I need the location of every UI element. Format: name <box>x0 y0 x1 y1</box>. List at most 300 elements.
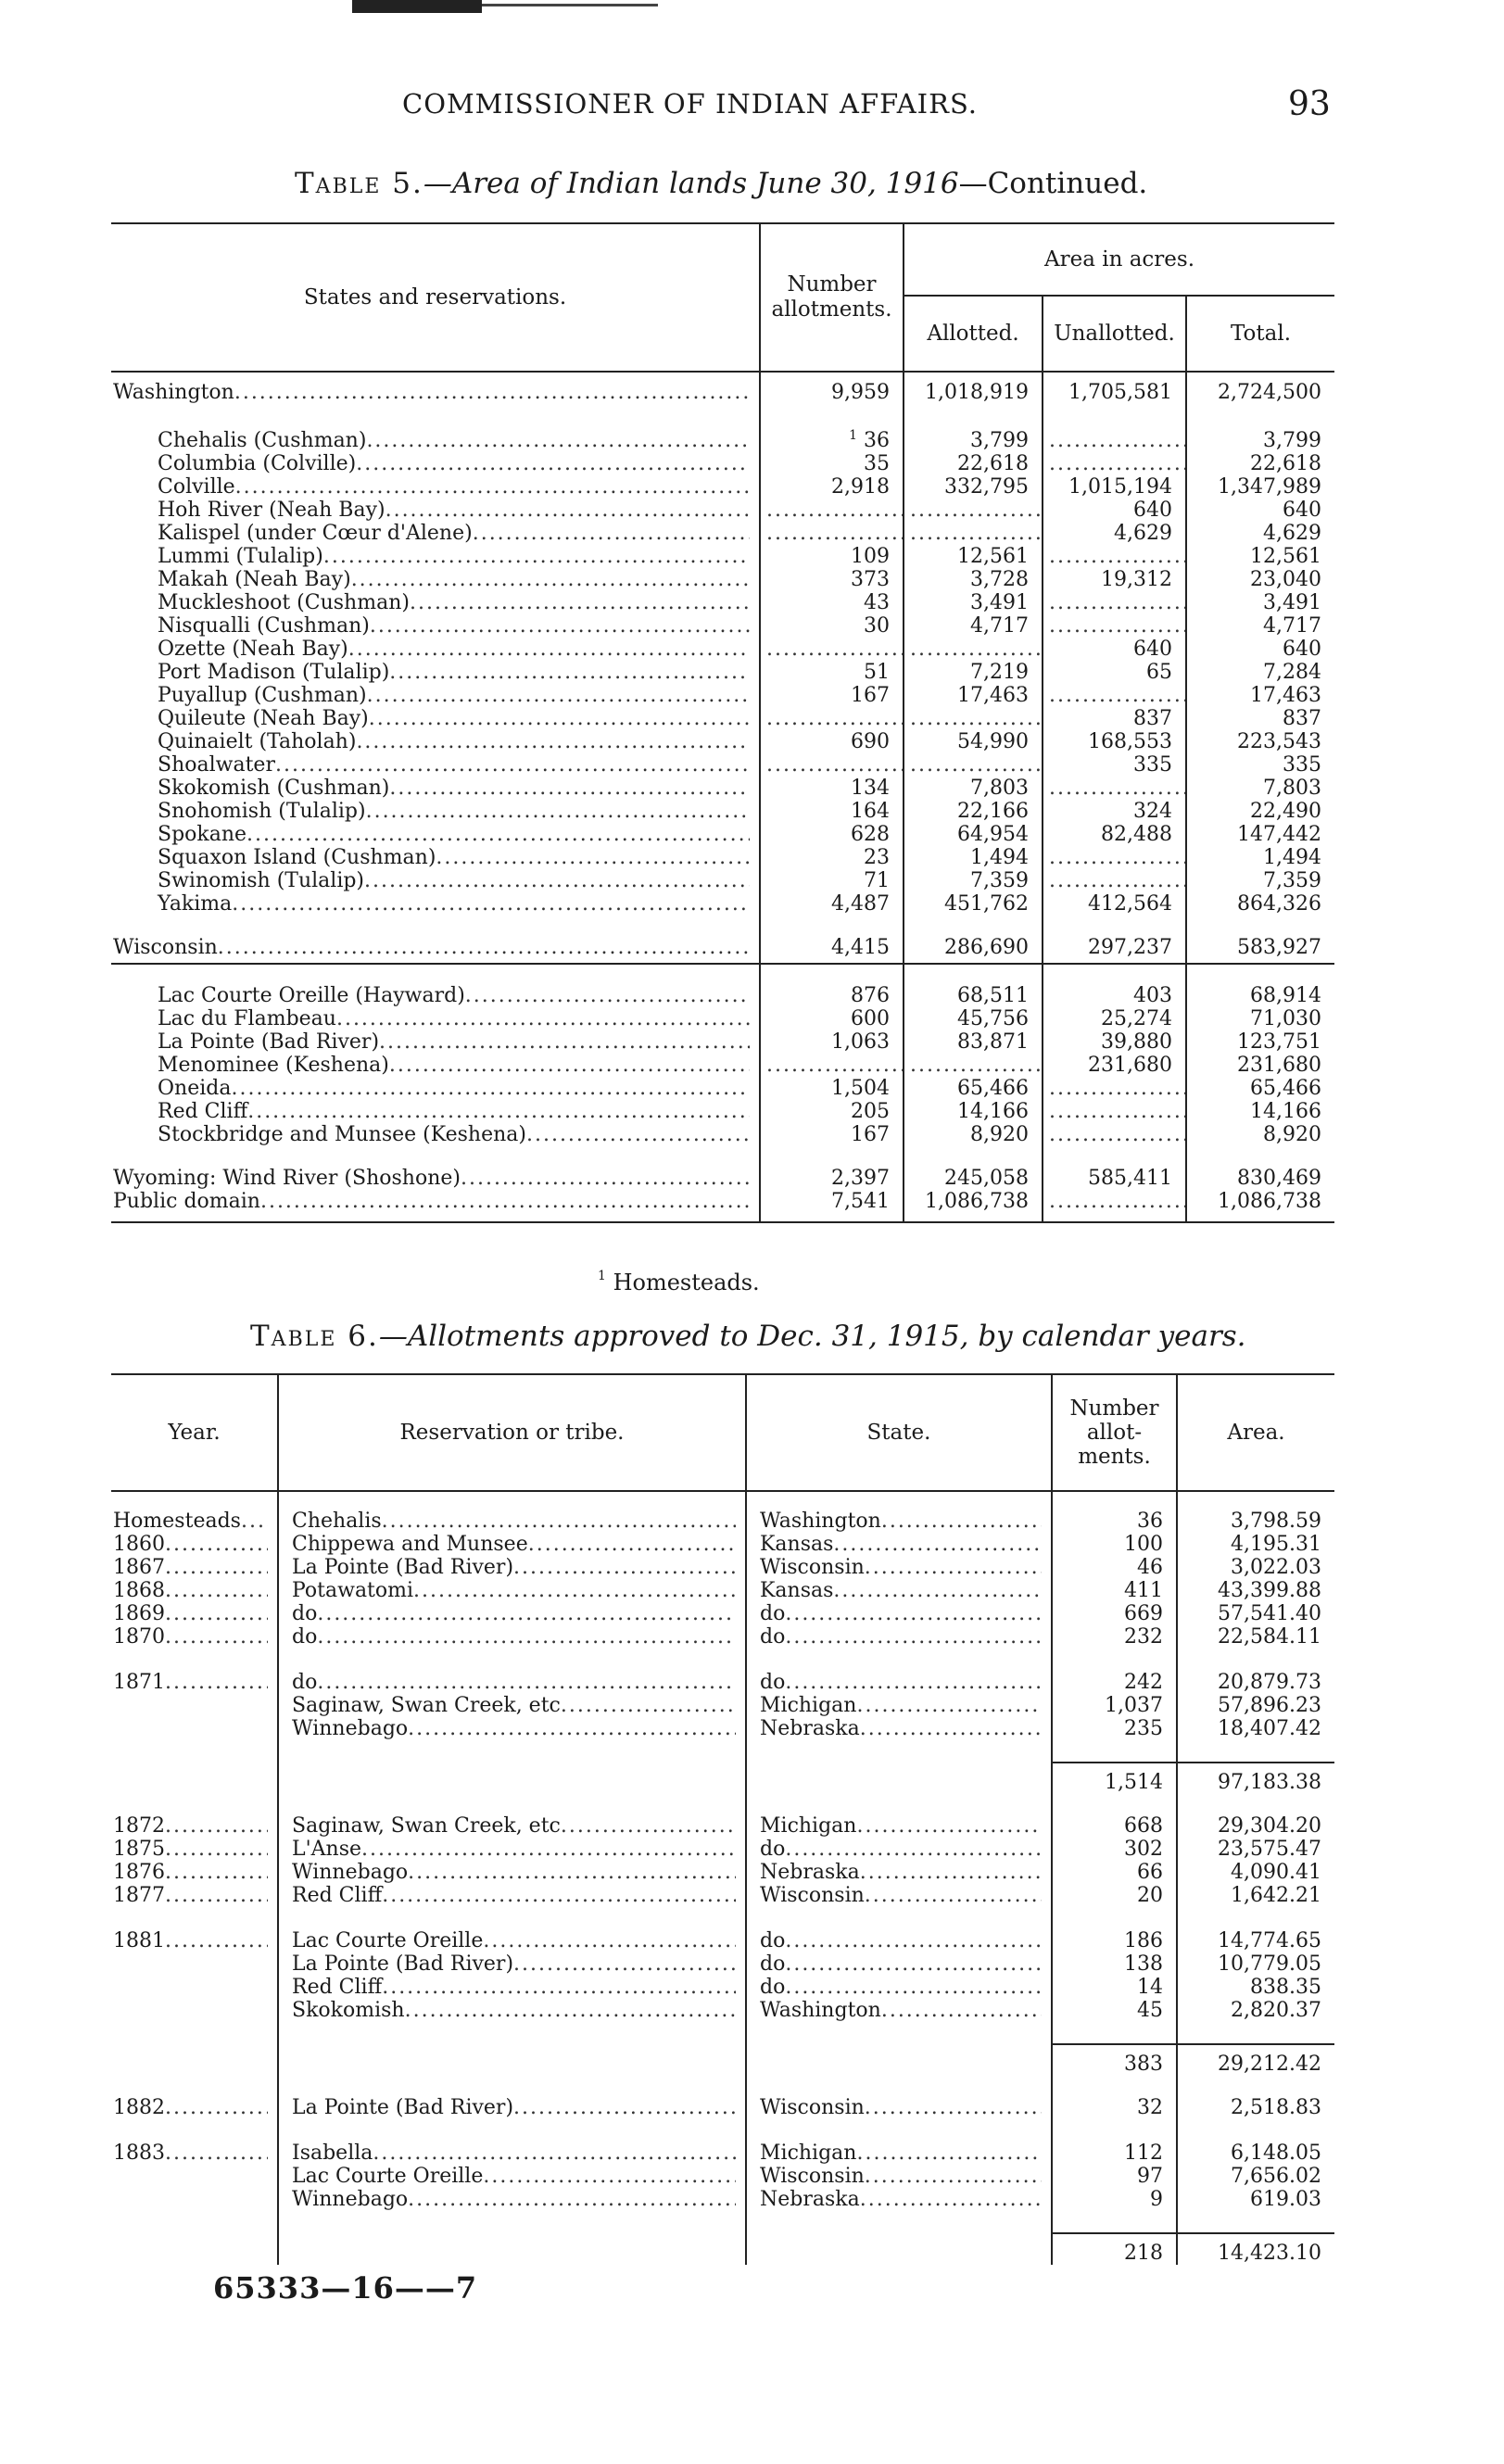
year-cell <box>111 1952 278 1976</box>
area-cell: 22,584.11 <box>1177 1625 1334 1649</box>
cell-allotted: 8,920 <box>904 1123 1043 1146</box>
cell-unallotted: 640 <box>1043 499 1186 522</box>
allotments-cell: 232 <box>1052 1625 1177 1649</box>
year-cell <box>111 1999 278 2022</box>
state-cell: Wisconsin ..... <box>746 1556 1052 1579</box>
col-area: Area in acres. <box>904 223 1334 296</box>
state-cell: Michigan ..... <box>746 1814 1052 1838</box>
allotment-row <box>111 2165 1334 2188</box>
cell-allotted: 45,756 <box>904 1007 1043 1030</box>
col-allotments: Number allot- ments. <box>1052 1374 1177 1491</box>
col-number: Number allotments. <box>760 223 904 372</box>
allotments-cell: 186 <box>1052 1929 1177 1952</box>
running-title: COMMISSIONER OF INDIAN AFFAIRS. <box>402 88 978 120</box>
cell-unallotted <box>1043 1123 1186 1146</box>
reservation-name: Quileute (Neah Bay) ..... <box>111 707 760 730</box>
state-cell: Kansas ..... <box>746 1579 1052 1602</box>
reservation-row <box>111 984 1334 1007</box>
footnote-ref: 1 <box>849 429 857 443</box>
allotment-row <box>111 1717 1334 1740</box>
table6-caption: —Allotments approved to Dec. 31, 1915, by calendar years. <box>378 1320 1246 1353</box>
reservation-name: Lac Courte Oreille (Hayward) ..... <box>111 984 760 1007</box>
cell-allotted: 3,491 <box>904 591 1043 614</box>
area-cell: 619.03 <box>1177 2188 1334 2211</box>
allotments-cell: 242 <box>1052 1671 1177 1694</box>
area-cell: 18,407.42 <box>1177 1717 1334 1740</box>
reservation-name: Menominee (Keshena) ..... <box>111 1054 760 1077</box>
summary-row <box>111 1167 1334 1190</box>
cell-total: 583,927 <box>1186 936 1334 964</box>
state-cell: do ..... <box>746 1929 1052 1952</box>
cell-number <box>760 522 904 545</box>
state-cell: Nebraska ..... <box>746 1717 1052 1740</box>
reservation-name: Swinomish (Tulalip) ..... <box>111 869 760 892</box>
table6 <box>111 1373 1334 2265</box>
cell-unallotted <box>1043 1100 1186 1123</box>
cell-unallotted: 65 <box>1043 661 1186 684</box>
cell-unallotted: 335 <box>1043 753 1186 777</box>
cell-unallotted <box>1043 777 1186 800</box>
col-unallotted: Unallotted. <box>1043 296 1186 372</box>
cell-total: 22,618 <box>1186 452 1334 475</box>
reservation-name: Red Cliff ..... <box>111 1100 760 1123</box>
cell-unallotted <box>1043 614 1186 638</box>
reservation-row <box>111 800 1334 823</box>
cell-total: 640 <box>1186 499 1334 522</box>
cell-unallotted <box>1043 684 1186 707</box>
area-cell: 7,656.02 <box>1177 2165 1334 2188</box>
allotments-cell: 9 <box>1052 2188 1177 2211</box>
allotments-cell: 97 <box>1052 2165 1177 2188</box>
cell-total: 1,494 <box>1186 846 1334 869</box>
cell-unallotted <box>1043 429 1186 452</box>
cell-total: 12,561 <box>1186 545 1334 568</box>
col-reservation: Reservation or tribe. <box>278 1374 746 1491</box>
cell-allotted: 286,690 <box>904 936 1043 964</box>
state-cell: Wisconsin ..... <box>746 1884 1052 1907</box>
cell-allotted: 12,561 <box>904 545 1043 568</box>
col-year: Year. <box>111 1374 278 1491</box>
cell-total: 147,442 <box>1186 823 1334 846</box>
reservation-name: Port Madison (Tulalip) ..... <box>111 661 760 684</box>
reservation-row <box>111 475 1334 499</box>
reservation-row <box>111 684 1334 707</box>
table5-footnote: $^1$ Homesteads. <box>598 1269 760 1295</box>
cell-number: 30 <box>760 614 904 638</box>
state-cell: Nebraska ..... <box>746 1861 1052 1884</box>
allotments-cell: 100 <box>1052 1533 1177 1556</box>
allotments-cell: 138 <box>1052 1952 1177 1976</box>
state-cell: do ..... <box>746 1976 1052 1999</box>
cell-allotted: 14,166 <box>904 1100 1043 1123</box>
tribe-cell: Isabella ..... <box>278 2142 746 2165</box>
cell-total: 8,920 <box>1186 1123 1334 1146</box>
tribe-cell: Skokomish ..... <box>278 1999 746 2022</box>
year-cell: 1870 ..... <box>111 1625 278 1649</box>
cell-allotted: 1,018,919 <box>904 381 1043 409</box>
cell-allotted: 1,086,738 <box>904 1190 1043 1213</box>
reservation-row <box>111 499 1334 522</box>
cell-unallotted: 403 <box>1043 984 1186 1007</box>
cell-unallotted: 297,237 <box>1043 936 1186 964</box>
allotment-row <box>111 1999 1334 2022</box>
year-cell <box>111 2188 278 2211</box>
subtotal-area: 14,423.10 <box>1177 2233 1334 2265</box>
cell-unallotted: 1,015,194 <box>1043 475 1186 499</box>
cell-unallotted <box>1043 846 1186 869</box>
cell-allotted: 7,219 <box>904 661 1043 684</box>
state-cell: do ..... <box>746 1952 1052 1976</box>
year-cell: 1876 ..... <box>111 1861 278 1884</box>
table6-title <box>250 1320 1246 1353</box>
state-total-row <box>111 936 1334 964</box>
cell-number: 9,959 <box>760 381 904 409</box>
area-cell: 23,575.47 <box>1177 1838 1334 1861</box>
reservation-row <box>111 614 1334 638</box>
tribe-cell: do ..... <box>278 1625 746 1649</box>
tribe-cell: Saginaw, Swan Creek, etc ..... <box>278 1694 746 1717</box>
allotments-cell: 235 <box>1052 1717 1177 1740</box>
allotment-row <box>111 1976 1334 1999</box>
cell-allotted: 7,359 <box>904 869 1043 892</box>
cell-unallotted: 640 <box>1043 638 1186 661</box>
cell-total: 17,463 <box>1186 684 1334 707</box>
cell-number: 628 <box>760 823 904 846</box>
cell-allotted <box>904 1054 1043 1077</box>
cell-number: 2,918 <box>760 475 904 499</box>
year-cell: 1871 ..... <box>111 1671 278 1694</box>
cell-total: 7,284 <box>1186 661 1334 684</box>
cell-unallotted: 39,880 <box>1043 1030 1186 1054</box>
state-cell: Wisconsin ..... <box>746 2096 1052 2119</box>
reservation-row <box>111 638 1334 661</box>
cell-number: $^1$ 36 <box>760 429 904 452</box>
cell-total: 837 <box>1186 707 1334 730</box>
state-name: Washington ..... <box>111 381 760 409</box>
cell-number: 2,397 <box>760 1167 904 1190</box>
cell-total: 7,803 <box>1186 777 1334 800</box>
tribe-cell: L'Anse ..... <box>278 1838 746 1861</box>
cell-allotted: 7,803 <box>904 777 1043 800</box>
area-cell: 57,541.40 <box>1177 1602 1334 1625</box>
state-cell: Washington ..... <box>746 1510 1052 1533</box>
cell-number <box>760 499 904 522</box>
allotment-row <box>111 1510 1334 1533</box>
allotment-row <box>111 2188 1334 2211</box>
cell-total: 3,799 <box>1186 429 1334 452</box>
cell-unallotted <box>1043 1190 1186 1213</box>
year-cell: 1860 ..... <box>111 1533 278 1556</box>
tribe-cell: Red Cliff ..... <box>278 1976 746 1999</box>
cell-total: 231,680 <box>1186 1054 1334 1077</box>
allotments-cell: 45 <box>1052 1999 1177 2022</box>
area-cell: 2,820.37 <box>1177 1999 1334 2022</box>
reservation-row <box>111 1007 1334 1030</box>
cell-allotted: 332,795 <box>904 475 1043 499</box>
cell-allotted <box>904 753 1043 777</box>
reservation-row <box>111 568 1334 591</box>
state-total-row <box>111 381 1334 409</box>
cell-total: 123,751 <box>1186 1030 1334 1054</box>
reservation-row <box>111 777 1334 800</box>
reservation-row <box>111 892 1334 916</box>
tribe-cell: La Pointe (Bad River) ..... <box>278 1556 746 1579</box>
reservation-name: Columbia (Colville) ..... <box>111 452 760 475</box>
year-cell: 1872 ..... <box>111 1814 278 1838</box>
allotment-row <box>111 1929 1334 1952</box>
subtotal-allotments: 218 <box>1052 2233 1177 2265</box>
allotments-cell: 46 <box>1052 1556 1177 1579</box>
table5-suffix: —Continued. <box>958 167 1148 200</box>
reservation-row <box>111 452 1334 475</box>
tribe-cell: Potawatomi ..... <box>278 1579 746 1602</box>
cell-allotted <box>904 707 1043 730</box>
tribe-cell: Winnebago ..... <box>278 1861 746 1884</box>
cell-total: 830,469 <box>1186 1167 1334 1190</box>
cell-unallotted <box>1043 545 1186 568</box>
reservation-row <box>111 1077 1334 1100</box>
cell-total: 1,086,738 <box>1186 1190 1334 1213</box>
tribe-cell: La Pointe (Bad River) ..... <box>278 2096 746 2119</box>
cell-number: 109 <box>760 545 904 568</box>
allotment-row <box>111 1579 1334 1602</box>
reservation-name: Skokomish (Cushman) ..... <box>111 777 760 800</box>
area-cell: 20,879.73 <box>1177 1671 1334 1694</box>
state-cell: do ..... <box>746 1602 1052 1625</box>
area-cell: 4,195.31 <box>1177 1533 1334 1556</box>
cell-number: 23 <box>760 846 904 869</box>
cell-number <box>760 707 904 730</box>
cell-total: 71,030 <box>1186 1007 1334 1030</box>
cell-unallotted: 168,553 <box>1043 730 1186 753</box>
cell-unallotted: 1,705,581 <box>1043 381 1186 409</box>
cell-unallotted <box>1043 591 1186 614</box>
cell-number: 205 <box>760 1100 904 1123</box>
reservation-name: La Pointe (Bad River) ..... <box>111 1030 760 1054</box>
year-cell <box>111 1694 278 1717</box>
cell-allotted <box>904 522 1043 545</box>
cell-number: 7,541 <box>760 1190 904 1213</box>
table6-label: Table 6. <box>250 1320 379 1353</box>
cell-unallotted: 19,312 <box>1043 568 1186 591</box>
cell-allotted: 65,466 <box>904 1077 1043 1100</box>
allotment-row <box>111 1884 1334 1907</box>
cell-total: 640 <box>1186 638 1334 661</box>
reservation-name: Lac du Flambeau ..... <box>111 1007 760 1030</box>
state-cell: Kansas ..... <box>746 1533 1052 1556</box>
area-cell: 10,779.05 <box>1177 1952 1334 1976</box>
allotment-row <box>111 1861 1334 1884</box>
subtotal-row <box>111 1763 1334 1794</box>
cell-allotted: 1,494 <box>904 846 1043 869</box>
reservation-name: Squaxon Island (Cushman) ..... <box>111 846 760 869</box>
cell-total: 4,717 <box>1186 614 1334 638</box>
table5 <box>111 222 1334 1223</box>
reservation-row <box>111 1100 1334 1123</box>
table5-label: Table 5. <box>295 167 423 200</box>
tribe-cell: Lac Courte Oreille ..... <box>278 1929 746 1952</box>
year-cell: 1867 ..... <box>111 1556 278 1579</box>
state-cell: Washington ..... <box>746 1999 1052 2022</box>
tribe-cell: La Pointe (Bad River) ..... <box>278 1952 746 1976</box>
reservation-name: Puyallup (Cushman) ..... <box>111 684 760 707</box>
reservation-name: Colville ..... <box>111 475 760 499</box>
reservation-name: Yakima ..... <box>111 892 760 916</box>
summary-name: Public domain ..... <box>111 1190 760 1213</box>
scan-artifact-bar <box>352 0 482 13</box>
reservation-row <box>111 869 1334 892</box>
reservation-name: Lummi (Tulalip) ..... <box>111 545 760 568</box>
reservation-row <box>111 1030 1334 1054</box>
reservation-row <box>111 522 1334 545</box>
tribe-cell: Saginaw, Swan Creek, etc ..... <box>278 1814 746 1838</box>
summary-name: Wyoming: Wind River (Shoshone) ..... <box>111 1167 760 1190</box>
allotment-row <box>111 1556 1334 1579</box>
allotments-cell: 36 <box>1052 1510 1177 1533</box>
year-cell: Homesteads ..... <box>111 1510 278 1533</box>
reservation-name: Stockbridge and Munsee (Keshena) ..... <box>111 1123 760 1146</box>
col-states: States and reservations. <box>111 223 760 372</box>
allotment-row <box>111 1814 1334 1838</box>
cell-number: 51 <box>760 661 904 684</box>
cell-number <box>760 753 904 777</box>
reservation-row <box>111 753 1334 777</box>
cell-number: 43 <box>760 591 904 614</box>
subtotal-row <box>111 2044 1334 2076</box>
reservation-row <box>111 823 1334 846</box>
cell-total: 864,326 <box>1186 892 1334 916</box>
area-cell: 3,798.59 <box>1177 1510 1334 1533</box>
allotments-cell: 1,037 <box>1052 1694 1177 1717</box>
cell-total: 22,490 <box>1186 800 1334 823</box>
table5-caption: —Area of Indian lands June 30, 1916 <box>423 167 959 200</box>
cell-total: 335 <box>1186 753 1334 777</box>
reservation-name: Muckleshoot (Cushman) ..... <box>111 591 760 614</box>
cell-number: 1,504 <box>760 1077 904 1100</box>
allotments-cell: 668 <box>1052 1814 1177 1838</box>
col-allotted: Allotted. <box>904 296 1043 372</box>
subtotal-allotments: 383 <box>1052 2044 1177 2076</box>
year-cell <box>111 1976 278 1999</box>
cell-unallotted: 4,629 <box>1043 522 1186 545</box>
tribe-cell: do ..... <box>278 1602 746 1625</box>
state-cell: Wisconsin ..... <box>746 2165 1052 2188</box>
cell-allotted: 54,990 <box>904 730 1043 753</box>
allotment-row <box>111 1952 1334 1976</box>
allotments-cell: 411 <box>1052 1579 1177 1602</box>
year-cell: 1875 ..... <box>111 1838 278 1861</box>
cell-allotted: 22,618 <box>904 452 1043 475</box>
cell-allotted: 83,871 <box>904 1030 1043 1054</box>
cell-unallotted: 324 <box>1043 800 1186 823</box>
reservation-row <box>111 429 1334 452</box>
reservation-name: Spokane ..... <box>111 823 760 846</box>
summary-row <box>111 1190 1334 1213</box>
state-name: Wisconsin ..... <box>111 936 760 964</box>
cell-total: 14,166 <box>1186 1100 1334 1123</box>
cell-allotted: 4,717 <box>904 614 1043 638</box>
allotments-cell: 302 <box>1052 1838 1177 1861</box>
cell-number: 4,487 <box>760 892 904 916</box>
allotments-cell: 112 <box>1052 2142 1177 2165</box>
col-state: State. <box>746 1374 1052 1491</box>
tribe-cell: Lac Courte Oreille ..... <box>278 2165 746 2188</box>
cell-number: 35 <box>760 452 904 475</box>
subtotal-area: 29,212.42 <box>1177 2044 1334 2076</box>
tribe-cell: Red Cliff ..... <box>278 1884 746 1907</box>
cell-number: 134 <box>760 777 904 800</box>
cell-total: 65,466 <box>1186 1077 1334 1100</box>
reservation-name: Makah (Neah Bay) ..... <box>111 568 760 591</box>
cell-number: 167 <box>760 1123 904 1146</box>
allotment-row <box>111 2096 1334 2119</box>
cell-number: 1,063 <box>760 1030 904 1054</box>
cell-total: 1,347,989 <box>1186 475 1334 499</box>
area-cell: 4,090.41 <box>1177 1861 1334 1884</box>
state-cell: Nebraska ..... <box>746 2188 1052 2211</box>
col-total: Total. <box>1186 296 1334 372</box>
cell-allotted: 17,463 <box>904 684 1043 707</box>
subtotal-area: 97,183.38 <box>1177 1763 1334 1794</box>
state-cell: do ..... <box>746 1671 1052 1694</box>
reservation-row <box>111 730 1334 753</box>
cell-allotted: 3,799 <box>904 429 1043 452</box>
area-cell: 2,518.83 <box>1177 2096 1334 2119</box>
allotment-row <box>111 1838 1334 1861</box>
year-cell: 1869 ..... <box>111 1602 278 1625</box>
tribe-cell: Winnebago ..... <box>278 2188 746 2211</box>
cell-allotted: 68,511 <box>904 984 1043 1007</box>
reservation-row <box>111 846 1334 869</box>
subtotal-row <box>111 2233 1334 2265</box>
allotment-row <box>111 1533 1334 1556</box>
cell-allotted <box>904 638 1043 661</box>
cell-total: 4,629 <box>1186 522 1334 545</box>
tribe-cell: Winnebago ..... <box>278 1717 746 1740</box>
reservation-row <box>111 661 1334 684</box>
reservation-name: Chehalis (Cushman) ..... <box>111 429 760 452</box>
year-cell <box>111 1717 278 1740</box>
reservation-name: Kalispel (under Cœur d'Alene) ..... <box>111 522 760 545</box>
allotments-cell: 20 <box>1052 1884 1177 1907</box>
cell-unallotted: 82,488 <box>1043 823 1186 846</box>
area-cell: 838.35 <box>1177 1976 1334 1999</box>
allotments-cell: 66 <box>1052 1861 1177 1884</box>
cell-unallotted: 25,274 <box>1043 1007 1186 1030</box>
allotment-row <box>111 1602 1334 1625</box>
cell-total: 23,040 <box>1186 568 1334 591</box>
year-cell: 1877 ..... <box>111 1884 278 1907</box>
reservation-row <box>111 545 1334 568</box>
reservation-name: Hoh River (Neah Bay) ..... <box>111 499 760 522</box>
cell-unallotted <box>1043 1077 1186 1100</box>
cell-total: 2,724,500 <box>1186 381 1334 409</box>
tribe-cell: Chehalis ..... <box>278 1510 746 1533</box>
tribe-cell: do ..... <box>278 1671 746 1694</box>
cell-allotted: 245,058 <box>904 1167 1043 1190</box>
reservation-row <box>111 591 1334 614</box>
area-cell: 3,022.03 <box>1177 1556 1334 1579</box>
state-cell: do ..... <box>746 1838 1052 1861</box>
reservation-name: Ozette (Neah Bay) ..... <box>111 638 760 661</box>
cell-unallotted: 585,411 <box>1043 1167 1186 1190</box>
page-number: 93 <box>1288 85 1331 123</box>
cell-unallotted: 837 <box>1043 707 1186 730</box>
cell-allotted <box>904 499 1043 522</box>
cell-number: 167 <box>760 684 904 707</box>
allotment-row <box>111 2142 1334 2165</box>
cell-unallotted <box>1043 869 1186 892</box>
